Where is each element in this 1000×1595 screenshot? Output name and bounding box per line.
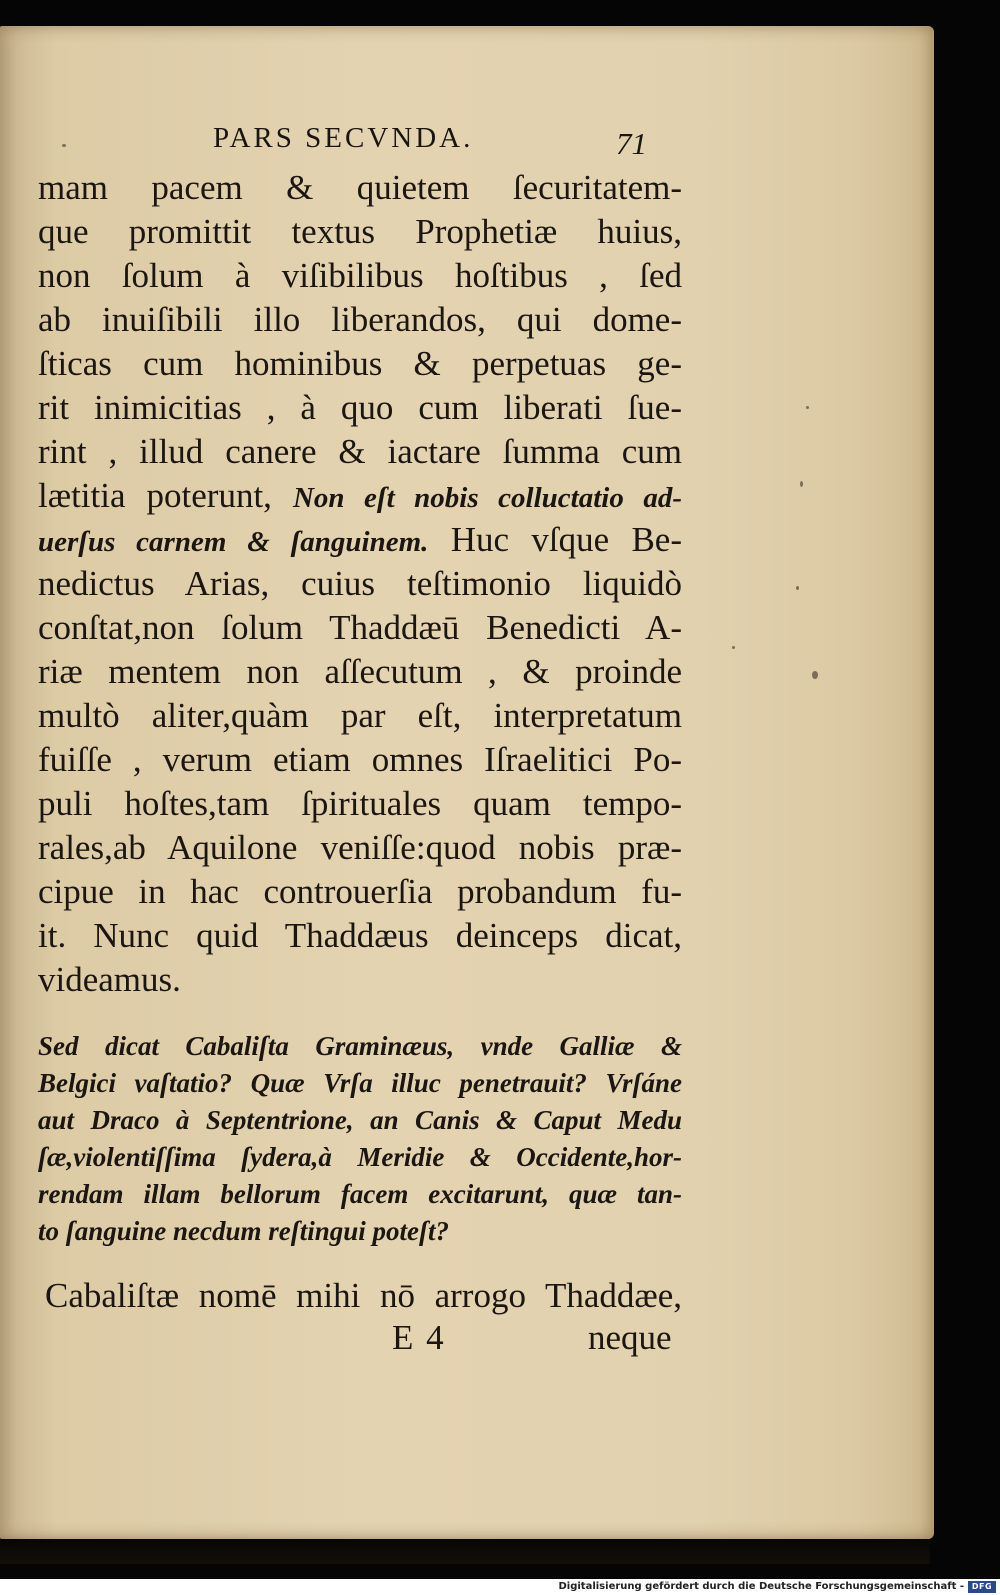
- main-text-block: [38, 166, 682, 1002]
- text-segment: it. Nunc quid Thaddæus deinceps dicat,: [38, 916, 682, 955]
- text-line: [38, 914, 682, 958]
- text-line: [38, 782, 682, 826]
- text-line: [38, 210, 682, 254]
- text-segment: ſticas cum hominibus & perpetuas ge-: [38, 344, 682, 383]
- footer-credit: Digitalisierung gefördert durch die Deutsche Forschungsgemeinschaft -: [558, 1581, 964, 1592]
- text-line: [38, 430, 682, 474]
- paper-speck: [806, 406, 809, 409]
- text-line: [38, 958, 682, 1002]
- quoted-passage: [38, 1028, 682, 1250]
- text-line: [38, 474, 682, 518]
- text-line: [38, 738, 682, 782]
- paper-speck: [62, 144, 66, 147]
- text-line: [38, 650, 682, 694]
- text-segment: conſtat,non ſolum Thaddæū Benedicti A-: [38, 608, 682, 647]
- text-segment: mam pacem & quietem ſecuritatem-: [38, 168, 682, 207]
- quote-line: aut Draco à Septentrione, an Canis & Caput Medu: [38, 1105, 682, 1135]
- text-segment: non ſolum à viſibilibus hoſtibus , ſed: [38, 256, 682, 295]
- paper-speck: [812, 671, 818, 679]
- italic-segment: Non eſt nobis colluctatio ad-: [292, 482, 683, 514]
- text-segment: lætitia poterunt,: [38, 476, 293, 515]
- quote-line: ſæ,violentiſſima ſydera,à Meridie & Occidente,hor-: [38, 1142, 682, 1172]
- running-head-title: PARS SECVNDA.: [213, 122, 474, 154]
- catchword: neque: [588, 1318, 672, 1357]
- text-segment: nedictus Arias, cuius teſtimonio liquidò: [38, 564, 682, 603]
- text-line: [38, 562, 682, 606]
- text-line: [38, 518, 682, 562]
- text-line: [38, 254, 682, 298]
- text-segment: riæ mentem non aſſecutum , & proinde: [38, 652, 682, 691]
- signature-mark: E 4: [392, 1318, 446, 1357]
- text-segment: ab inuiſibili illo liberandos, qui dome-: [38, 300, 682, 339]
- book-page: [0, 26, 934, 1539]
- text-segment: Huc vſque Be-: [428, 520, 682, 559]
- text-segment: rit inimicitias , à quo cum liberati ſue-: [38, 388, 682, 427]
- text-line: [38, 606, 682, 650]
- text-segment: rales,ab Aquilone veniſſe:quod nobis præ-: [38, 828, 682, 867]
- quote-line: rendam illam bellorum facem excitarunt, quæ tan-: [38, 1179, 682, 1209]
- quote-line: to ſanguine necdum reſtingui poteſt?: [38, 1216, 450, 1246]
- text-segment: puli hoſtes,tam ſpirituales quam tempo-: [38, 784, 682, 823]
- text-line: [38, 166, 682, 210]
- text-segment: cipue in hac controuerſia probandum fu-: [38, 872, 682, 911]
- final-text-line: Cabaliſtæ nomē mihi nō arrogo Thaddæe,: [45, 1276, 682, 1315]
- text-segment: videamus.: [38, 960, 181, 999]
- page-number: 71: [616, 126, 647, 161]
- italic-segment: uerſus carnem & ſanguinem.: [38, 526, 429, 558]
- text-line: [38, 342, 682, 386]
- footer-bar: [0, 1579, 1000, 1595]
- text-line: [38, 694, 682, 738]
- text-line: [38, 870, 682, 914]
- running-head: [0, 122, 934, 162]
- text-line: [38, 298, 682, 342]
- paper-speck: [796, 586, 799, 590]
- dfg-logo-icon: DFG: [968, 1581, 996, 1593]
- text-segment: que promittit textus Prophetiæ huius,: [38, 212, 682, 251]
- text-segment: fuiſſe , verum etiam omnes Iſraelitici Po-: [38, 740, 682, 779]
- text-segment: multò aliter,quàm par eſt, interpretatum: [38, 696, 682, 735]
- text-line: [38, 826, 682, 870]
- paper-speck: [800, 481, 803, 487]
- quote-line: Belgici vaſtatio? Quæ Vrſa illuc penetrauit? Vrſáne: [38, 1068, 682, 1098]
- quote-line: Sed dicat Cabaliſta Graminæus, vnde Galliæ &: [38, 1031, 682, 1061]
- text-segment: rint , illud canere & iactare ſumma cum: [38, 432, 682, 471]
- paper-speck: [732, 646, 735, 649]
- text-line: [38, 386, 682, 430]
- page-bottom-shadow: [0, 1534, 930, 1564]
